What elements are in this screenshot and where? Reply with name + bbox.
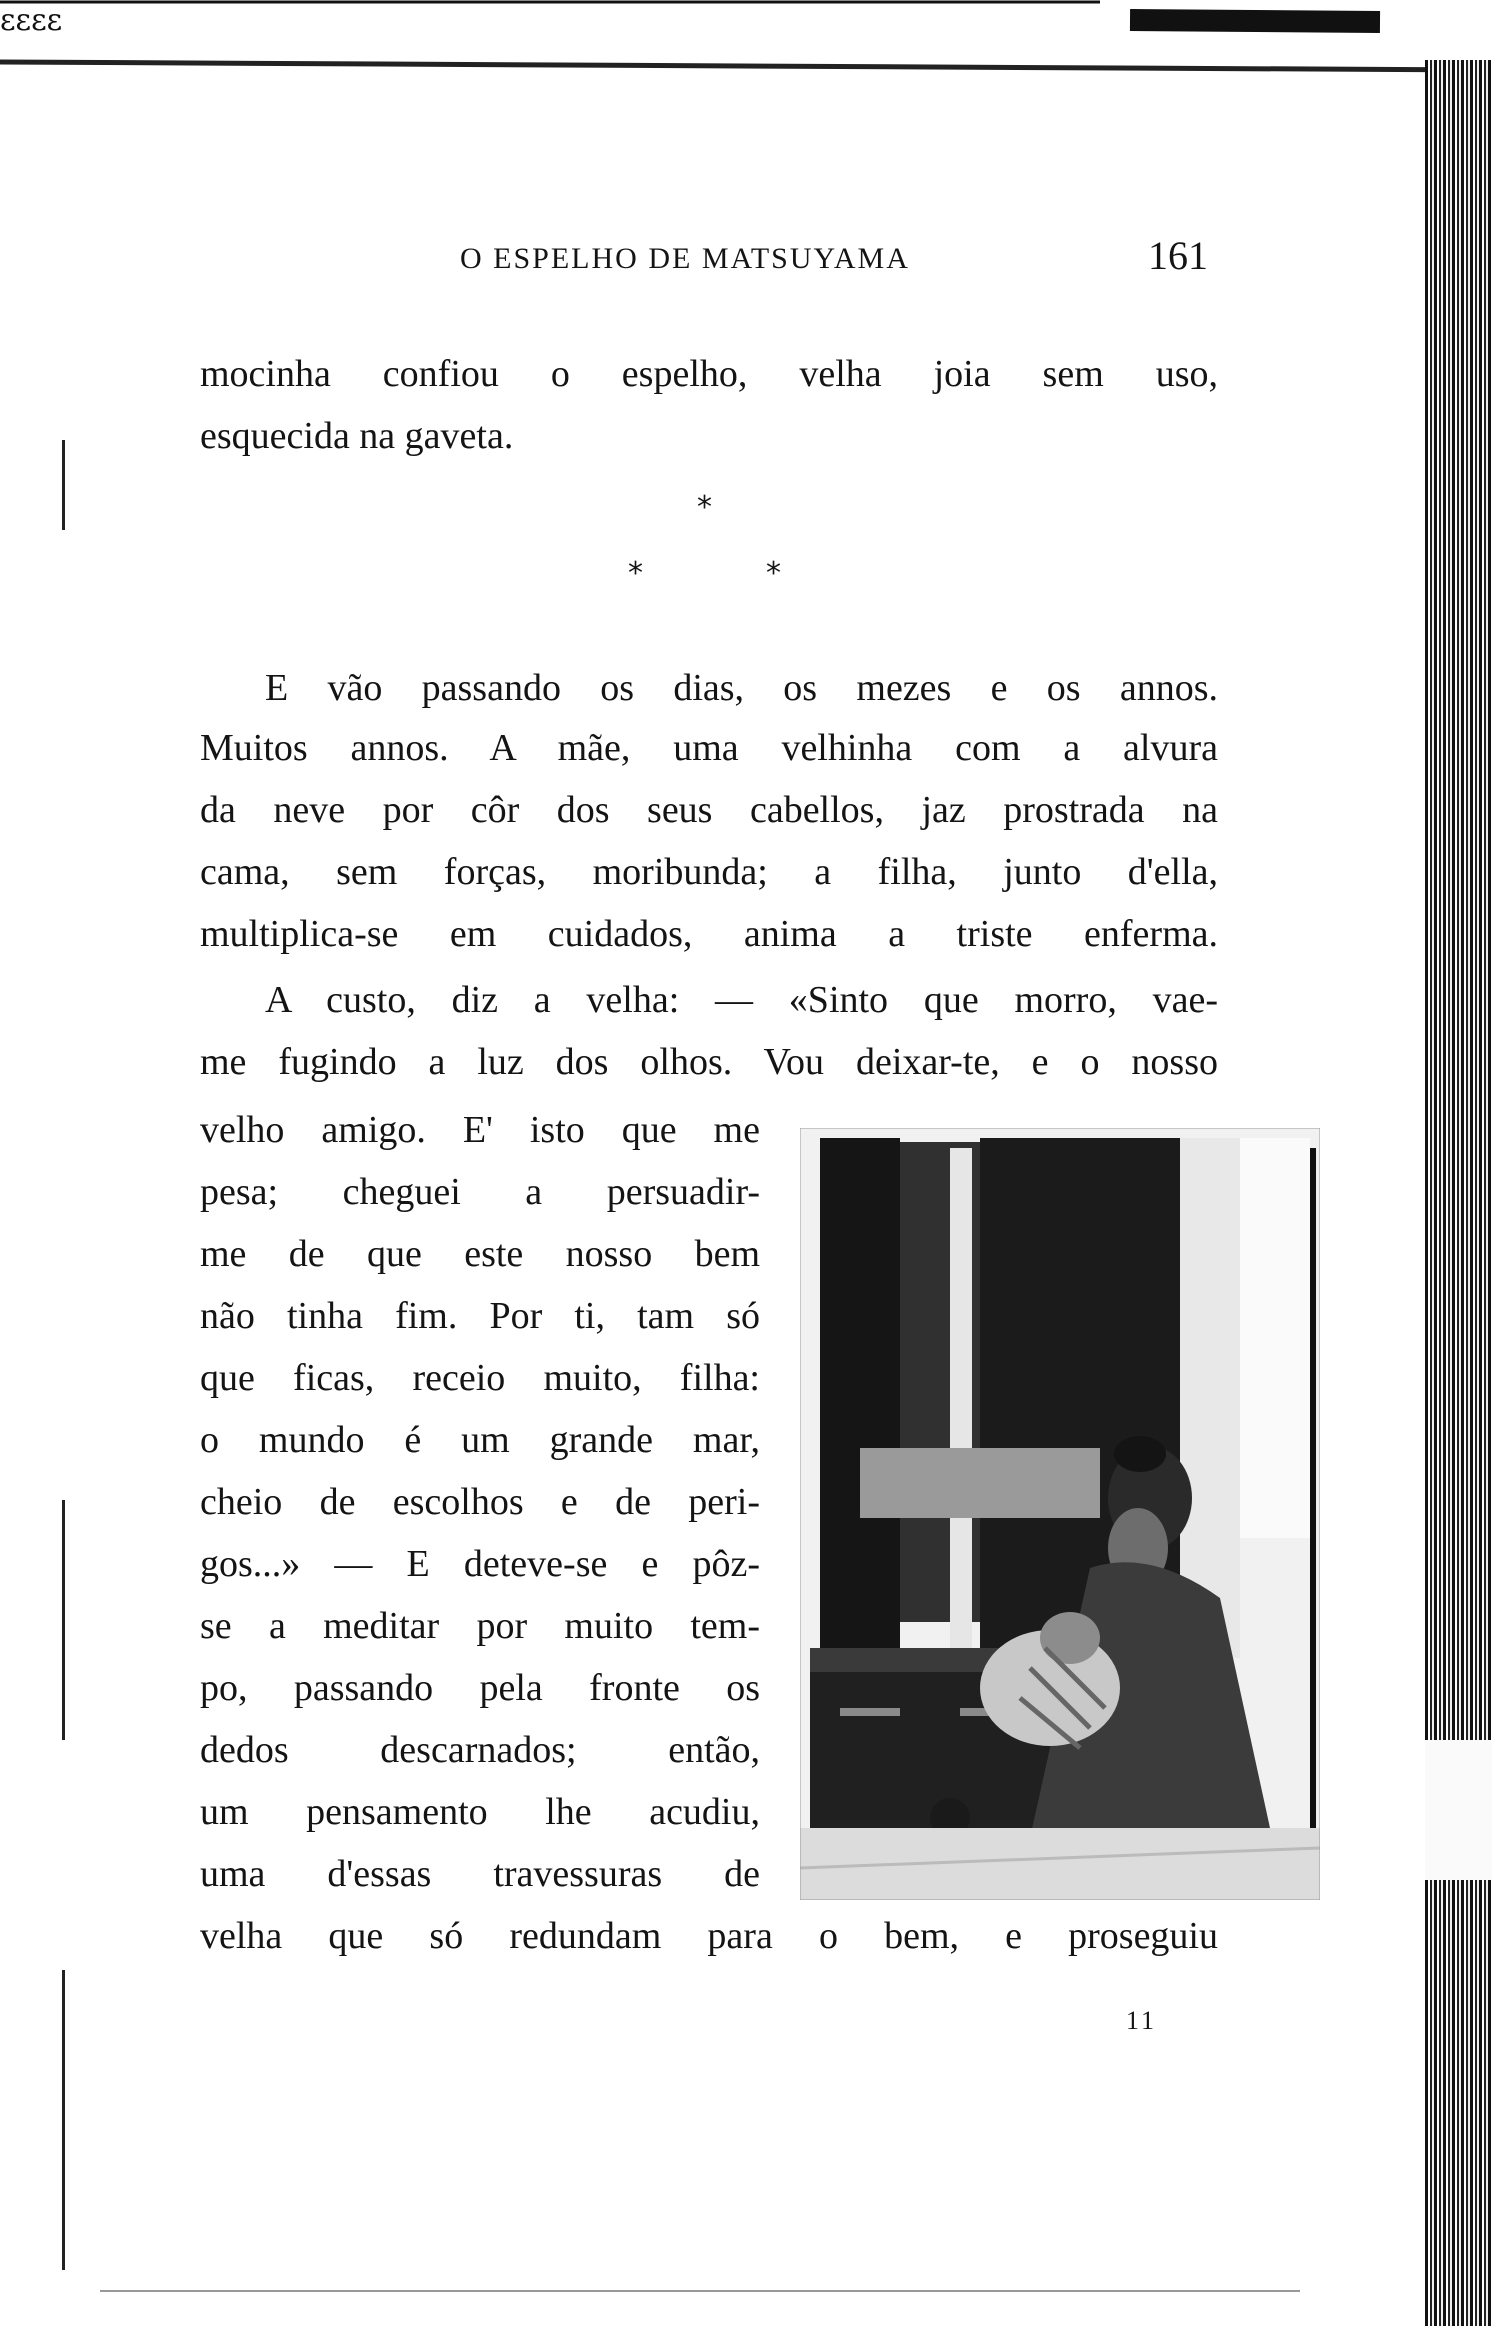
text-line: velho amigo. E' isto que me	[200, 1109, 760, 1151]
text-line: velha que só redundam para o bem, e proseguiu	[200, 1915, 1218, 1957]
text-line: esquecida na gaveta.	[200, 415, 514, 457]
text-line: A custo, diz a velha: — «Sinto que morro, vae-	[265, 979, 1218, 1021]
page-number: 161	[1148, 233, 1208, 278]
separator-star: *	[697, 490, 712, 525]
text-line: cama, sem forças, moribunda; a filha, junto d'ella,	[200, 851, 1218, 893]
text-line: Muitos annos. A mãe, uma velhinha com a alvura	[200, 727, 1218, 769]
photo-mother-nursing-child	[800, 1128, 1320, 1900]
text-line: da neve por côr dos seus cabellos, jaz prostrada na	[200, 789, 1218, 831]
text-line: dedos descarnados; então,	[200, 1729, 760, 1771]
scan-left-mark	[62, 1500, 65, 1740]
text-line: multiplica-se em cuidados, anima a triste enferma.	[200, 913, 1218, 955]
scan-left-mark	[62, 1970, 65, 2270]
scan-top-edge	[0, 0, 1492, 80]
svg-text:ɛɛɛɛ: ɛɛɛɛ	[0, 3, 63, 38]
text-line: não tinha fim. Por ti, tam só	[200, 1295, 760, 1337]
text-line: se a meditar por muito tem-	[200, 1605, 760, 1647]
text-line: me de que este nosso bem	[200, 1233, 760, 1275]
scan-bottom-edge	[100, 2290, 1300, 2292]
signature-mark: 11	[1126, 2006, 1158, 2035]
text-line: cheio de escolhos e de peri-	[200, 1481, 760, 1523]
running-title: O ESPELHO DE MATSUYAMA	[460, 242, 910, 275]
text-line: o mundo é um grande mar,	[200, 1419, 760, 1461]
scan-left-mark	[62, 440, 65, 530]
separator-star: *	[766, 556, 781, 591]
text-line: gos...» — E deteve-se e pôz-	[200, 1543, 760, 1585]
text-line: E vão passando os dias, os mezes e os annos.	[265, 667, 1218, 709]
text-line: pesa; cheguei a persuadir-	[200, 1171, 760, 1213]
text-line: me fugindo a luz dos olhos. Vou deixar-te, e o nosso	[200, 1041, 1218, 1083]
text-line: mocinha confiou o espelho, velha joia sem uso,	[200, 353, 1218, 395]
scan-right-edge	[1425, 60, 1492, 2326]
text-line: um pensamento lhe acudiu,	[200, 1791, 760, 1833]
text-line: uma d'essas travessuras de	[200, 1853, 760, 1895]
text-line: po, passando pela fronte os	[200, 1667, 760, 1709]
scan-right-gap	[1425, 1740, 1492, 1880]
separator-star: *	[628, 556, 643, 591]
text-line: que ficas, receio muito, filha:	[200, 1357, 760, 1399]
